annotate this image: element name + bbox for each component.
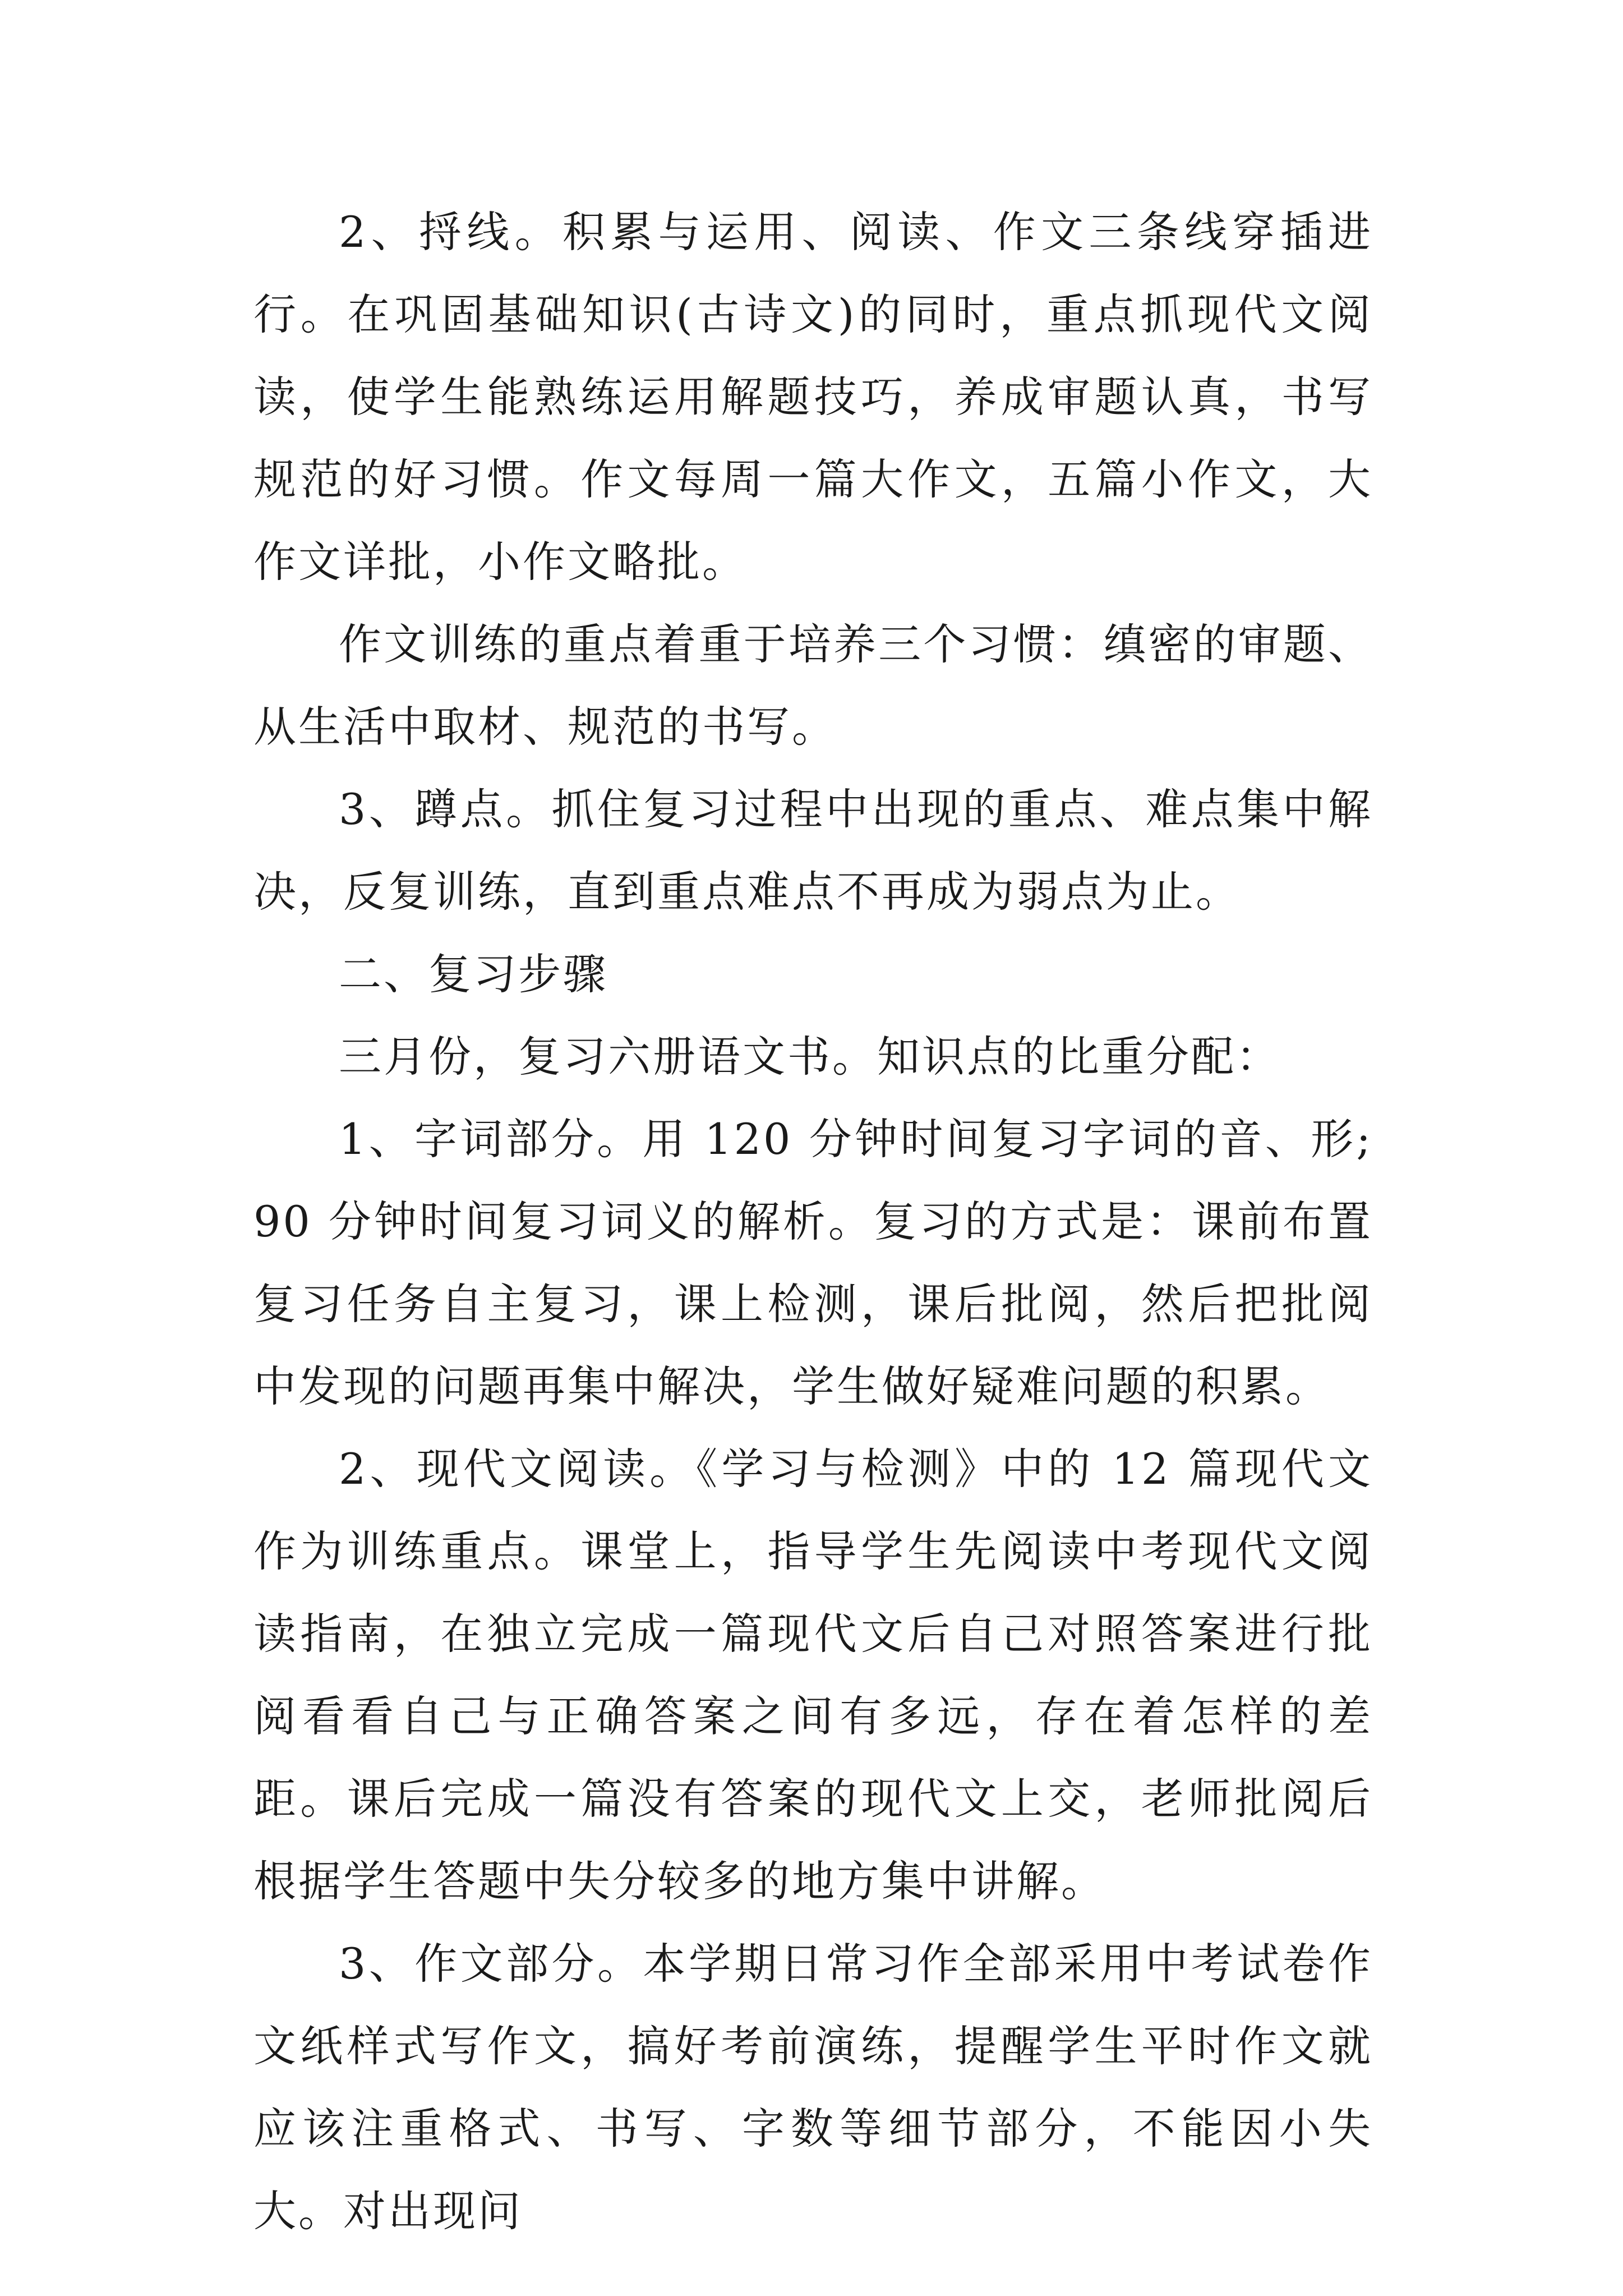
paragraph-5: 三月份，复习六册语文书。知识点的比重分配：	[339, 1032, 1281, 1082]
section-heading: 二、复习步骤	[339, 949, 608, 999]
paragraph-6: 1、字词部分。用 120 分钟时间复习字词的音、形;90 分钟时间复习词义的解析。复习的方式是：课前布置复习任务自主复习，课上检测，课后批阅，然后把批阅中发现的问题再集中解决，学生做好疑难问题的积累。	[253, 1114, 1373, 1411]
document-body	[253, 191, 1373, 2252]
paragraph-3: 3、蹲点。抓住复习过程中出现的重点、难点集中解决，反复训练，直到重点难点不再成为弱点为止。	[253, 784, 1373, 917]
paragraph-2: 作文训练的重点着重于培养三个习惯：缜密的审题、从生活中取材、规范的书写。	[253, 619, 1373, 752]
paragraph-1: 2、捋线。积累与运用、阅读、作文三条线穿插进行。在巩固基础知识(古诗文)的同时，重点抓现代文阅读，使学生能熟练运用解题技巧，养成审题认真，书写规范的好习惯。作文每周一篇大作文，五篇小作文，大作文详批，小作文略批。	[253, 207, 1373, 587]
paragraph-8: 3、作文部分。本学期日常习作全部采用中考试卷作文纸样式写作文，搞好考前演练，提醒学生平时作文就应该注重格式、书写、字数等细节部分，不能因小失大。对出现问	[253, 1939, 1373, 2236]
paragraph-7: 2、现代文阅读。《学习与检测》中的 12 篇现代文作为训练重点。课堂上，指导学生先阅读中考现代文阅读指南，在独立完成一篇现代文后自己对照答案进行批阅看看自己与正确答案之间有多远，存在着怎样的差距。课后完成一篇没有答案的现代文上交，老师批阅后根据学生答题中失分较多的地方集中讲解。	[253, 1444, 1373, 1906]
